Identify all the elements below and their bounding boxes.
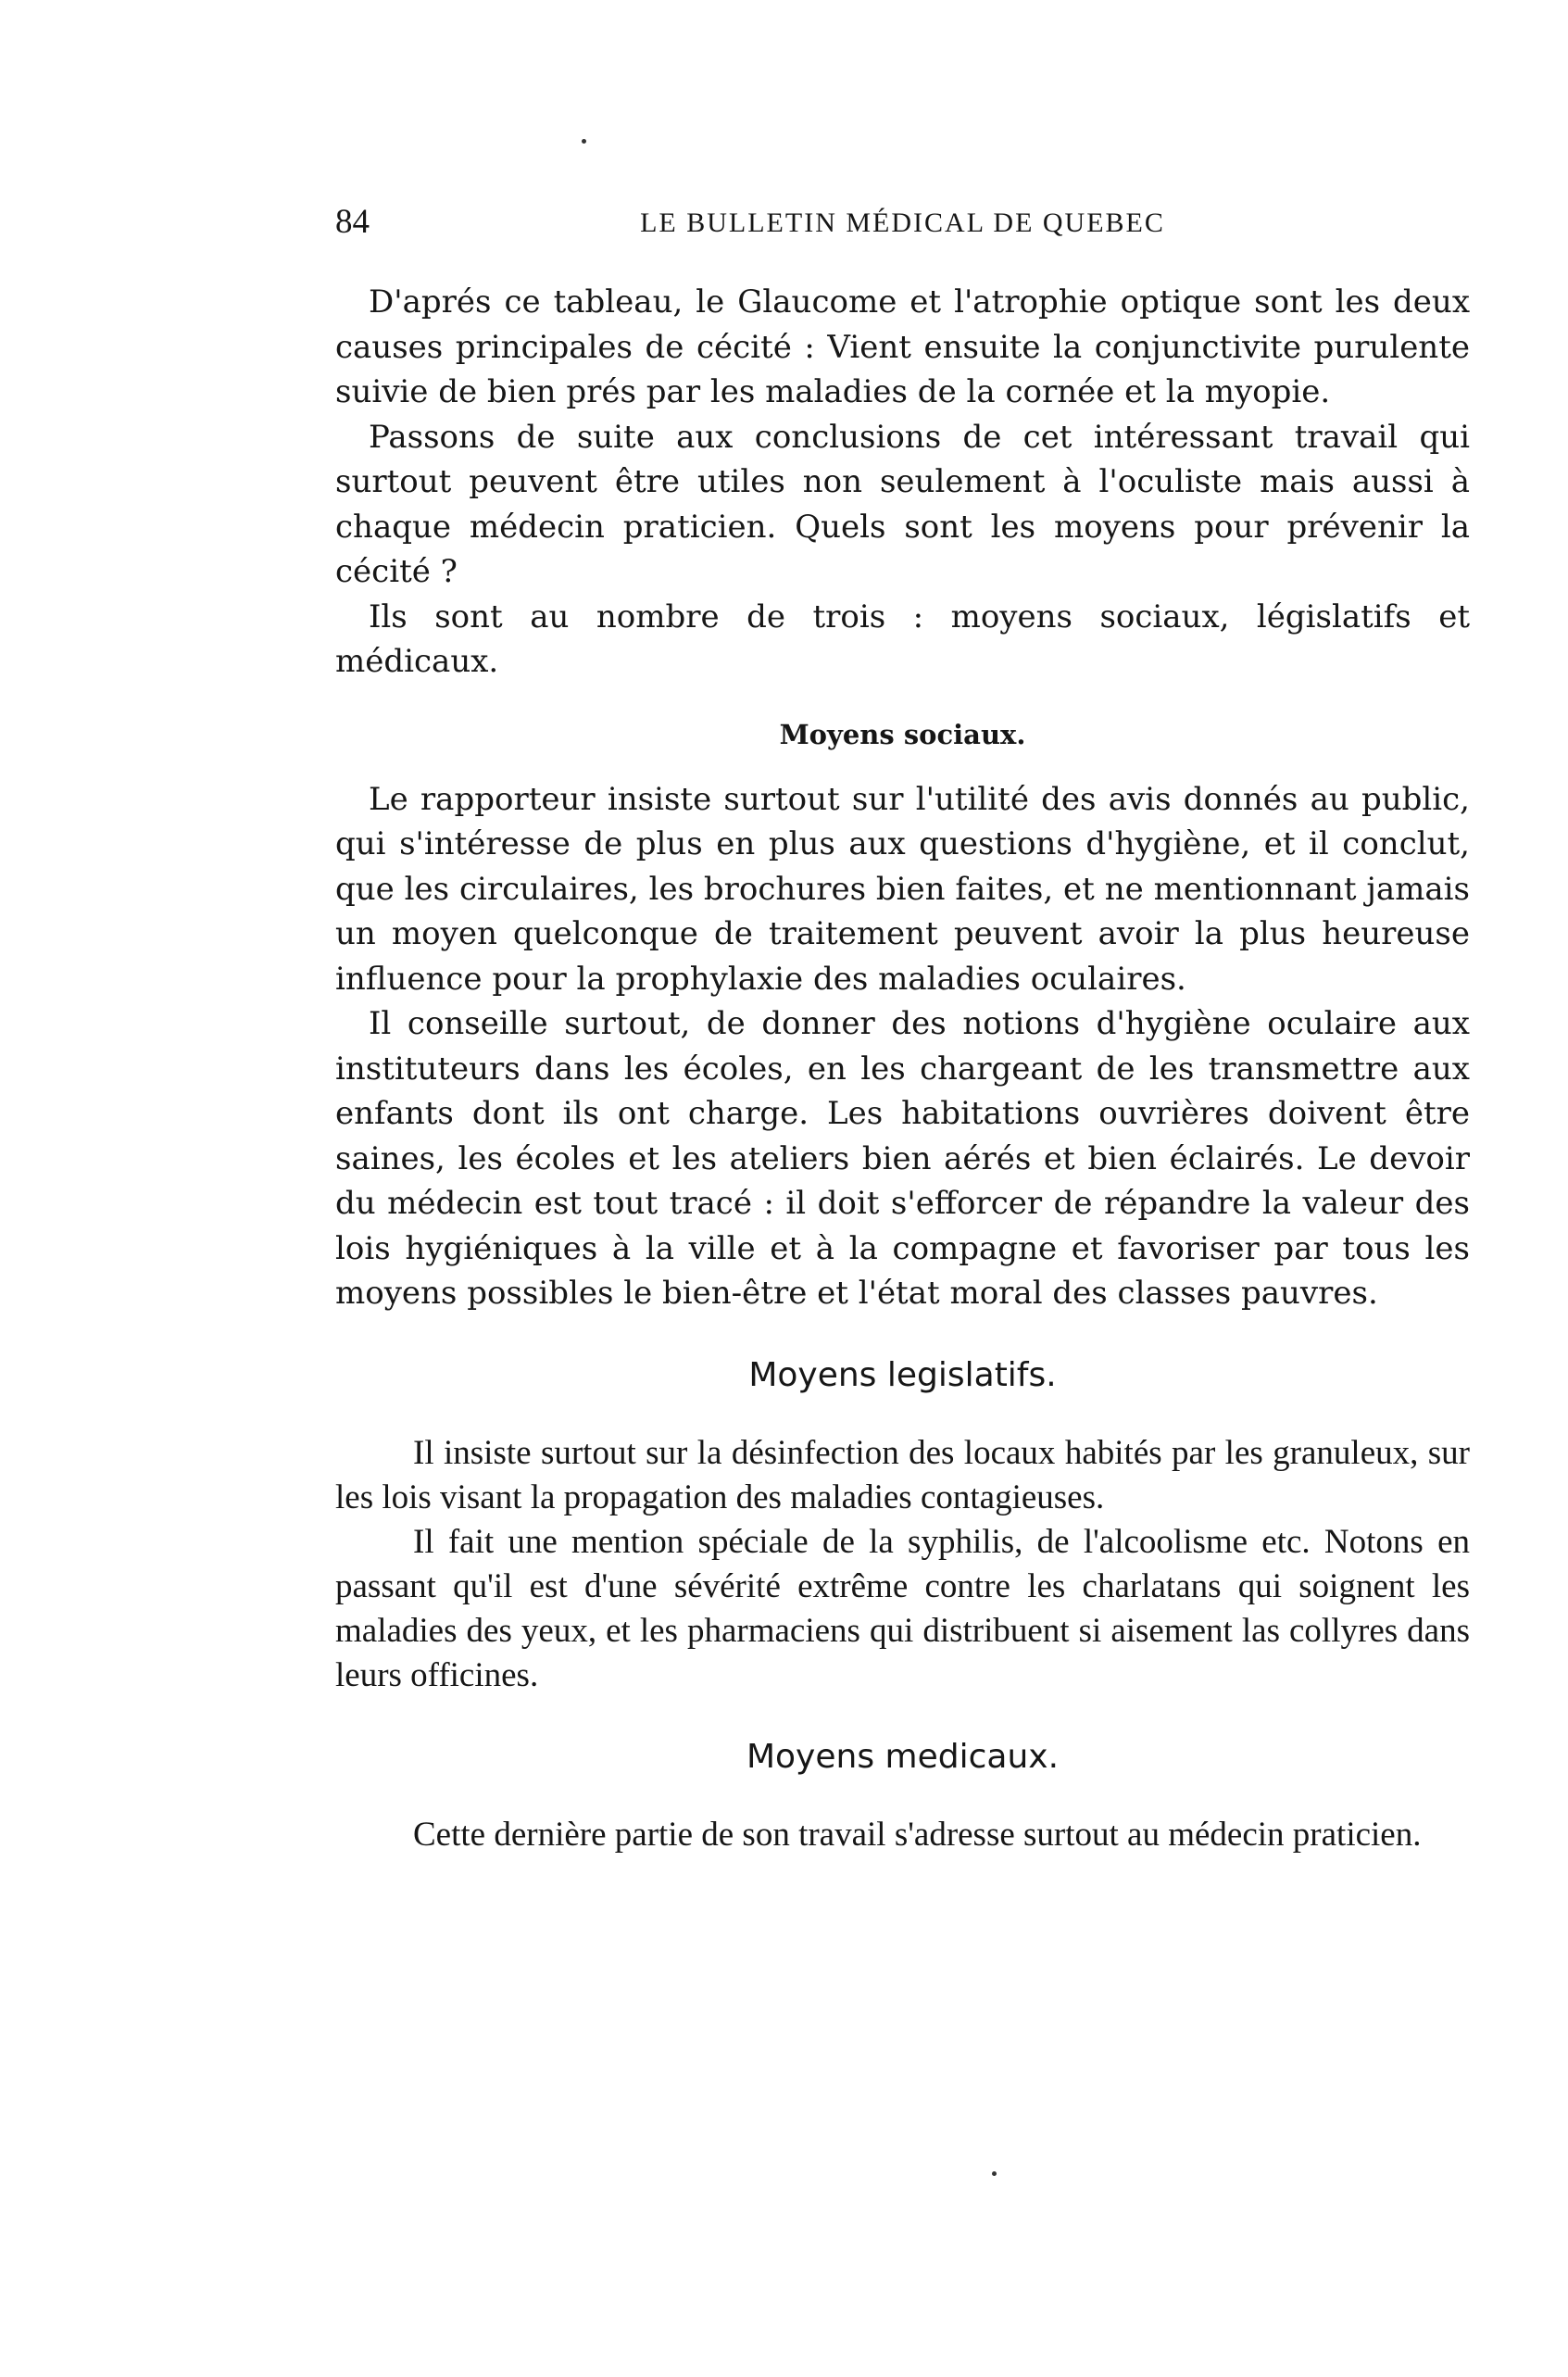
speck-mark xyxy=(582,139,586,144)
section-heading-medicaux: Moyens medicaux. xyxy=(746,1737,1060,1776)
paragraph: Le rapporteur insiste surtout sur l'utilité des avis donnés au public, qui s'intéresse de plus en plus aux questions d'hygiène, et il conclut, que les circulaires, les brochures bien faites, et ne mentionnant jamais un moyen quelconque de traitement peuvent avoir la plus heureuse influence pour la prophylaxie des maladies oculaires. xyxy=(335,780,1470,998)
paragraph: Il conseille surtout, de donner des notions d'hygiène oculaire aux instituteurs dans les écoles, en les chargeant de les transmettre aux enfants dont ils ont charge. Les habitations ouvrières doivent être saines, les écoles et les ateliers bien aérés et bien éclairés. Le devoir du médecin est tout tracé : il doit s'efforcer de répandre la valeur des lois hygiéniques à la ville et à la compagne et favoriser par tous les moyens possibles le bien-être et l'état moral des classes pauvres. xyxy=(335,1005,1470,1312)
section-medicaux xyxy=(335,1813,1470,1857)
speck-mark xyxy=(992,2171,997,2176)
page-header xyxy=(335,202,1470,254)
paragraph: Il insiste surtout sur la désinfection des locaux habités par les granuleux, sur les lois visant la propagation des maladies contagieuses. xyxy=(335,1433,1470,1516)
paragraph: Ils sont au nombre de trois : moyens sociaux, législatifs et médicaux. xyxy=(335,597,1470,680)
section-legislatifs xyxy=(335,1431,1470,1698)
article-body xyxy=(335,280,1470,1857)
paragraph: Il fait une mention spéciale de la syphilis, de l'alcoolisme etc. Notons en passant qu'il est d'une sévérité extrême contre les charlatans qui soignent les maladies des yeux, et les pharmaciens qui distribuent si aisement las collyres dans leurs officines. xyxy=(335,1522,1470,1694)
section-heading-legislatifs: Moyens legislatifs. xyxy=(748,1355,1057,1394)
paragraph: Cette dernière partie de son travail s'adresse surtout au médecin praticien. xyxy=(413,1815,1422,1854)
paragraph: D'aprés ce tableau, le Glaucome et l'atrophie optique sont les deux causes principales de cécité : Vient ensuite la conjunctivite purulente suivie de bien prés par les maladies de la cornée et la myopie. xyxy=(335,283,1470,410)
paragraph: Passons de suite aux conclusions de cet intéressant travail qui surtout peuvent être utiles non seulement à l'oculiste mais aussi à chaque médecin praticien. Quels sont les moyens pour prévenir la cécité ? xyxy=(335,418,1470,590)
running-head: LE BULLETIN MÉDICAL DE QUEBEC xyxy=(640,208,1165,238)
page-number: 84 xyxy=(335,203,370,241)
section-heading-sociaux: Moyens sociaux. xyxy=(779,718,1026,750)
